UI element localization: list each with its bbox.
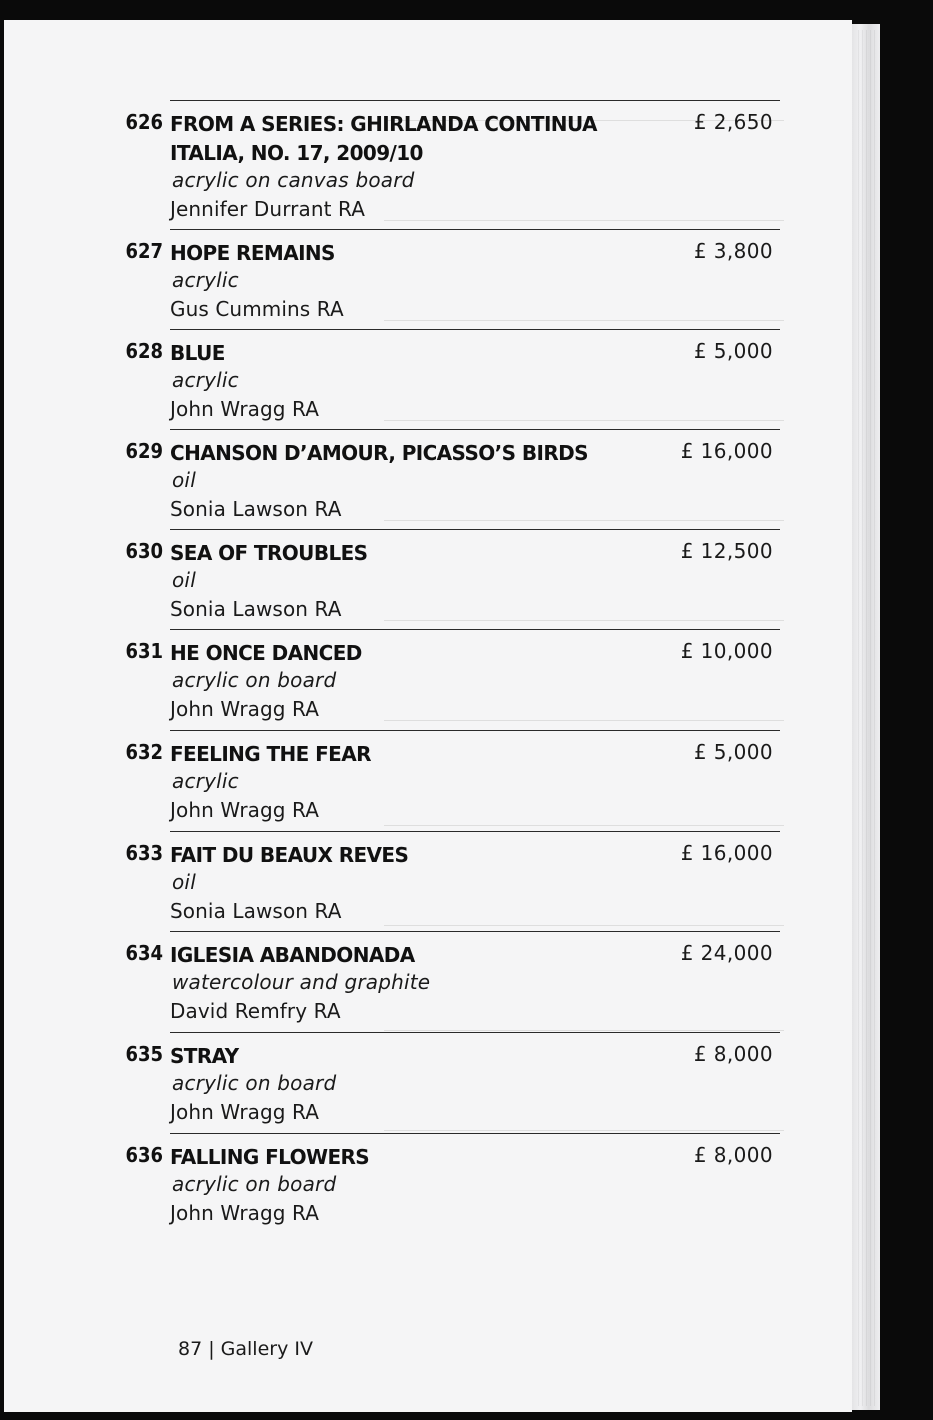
entry-title: FEELING THE FEAR [170, 742, 371, 766]
entry-medium: acrylic on board [172, 1172, 337, 1196]
entry-price: £ 12,500 [680, 539, 773, 563]
entry-price: £ 5,000 [693, 339, 773, 363]
entry-number: 630 [125, 539, 163, 563]
entry-medium: watercolour and graphite [172, 970, 431, 994]
entry-632 [119, 730, 781, 826]
entry-number: 632 [125, 740, 163, 764]
entry-title: BLUE [170, 341, 225, 365]
entry-number: 636 [125, 1143, 163, 1167]
entry-title: STRAY [170, 1044, 239, 1068]
entry-title: SEA OF TROUBLES [170, 541, 368, 565]
entry-number: 633 [125, 841, 163, 865]
entry-628 [119, 329, 781, 425]
entry-title: HOPE REMAINS [170, 241, 335, 265]
entry-medium: acrylic on board [172, 668, 337, 692]
entry-medium: acrylic on canvas board [172, 168, 415, 192]
catalogue-page [4, 20, 852, 1412]
entry-divider [170, 529, 780, 530]
entry-634 [119, 931, 781, 1027]
entry-title: FROM A SERIES: GHIRLANDA CONTINUA ITALIA, NO. 17, 2009/10 [170, 112, 597, 165]
entry-636 [119, 1133, 781, 1229]
entry-artist: John Wragg RA [170, 697, 320, 721]
entry-artist: John Wragg RA [170, 397, 320, 421]
entry-artist: Jennifer Durrant RA [170, 197, 366, 221]
entry-price: £ 3,800 [693, 239, 773, 263]
entry-artist: Gus Cummins RA [170, 297, 344, 321]
entry-divider [170, 429, 780, 430]
entry-title: HE ONCE DANCED [170, 641, 362, 665]
entry-price: £ 8,000 [693, 1143, 773, 1167]
page-edge-texture [858, 30, 876, 1406]
entry-divider [170, 629, 780, 630]
entry-artist: Sonia Lawson RA [170, 497, 342, 521]
entry-artist: Sonia Lawson RA [170, 597, 342, 621]
entry-medium: acrylic [172, 368, 239, 392]
entry-divider [170, 100, 780, 101]
entry-number: 631 [125, 639, 163, 663]
entry-medium: acrylic [172, 268, 239, 292]
entry-artist: John Wragg RA [170, 1201, 320, 1225]
entry-title: IGLESIA ABANDONADA [170, 943, 415, 967]
entry-medium: oil [172, 870, 196, 894]
entry-number: 635 [125, 1042, 163, 1066]
entry-631 [119, 629, 781, 725]
entry-number: 629 [125, 439, 163, 463]
entry-number: 628 [125, 339, 163, 363]
entry-divider [170, 931, 780, 932]
entry-635 [119, 1032, 781, 1128]
entry-title: FAIT DU BEAUX REVES [170, 843, 409, 867]
entry-divider [170, 329, 780, 330]
entry-630 [119, 529, 781, 625]
page-footer: 87 | Gallery IV [178, 1338, 313, 1360]
entry-artist: John Wragg RA [170, 1100, 320, 1124]
entry-price: £ 16,000 [680, 841, 773, 865]
entry-626 [119, 100, 781, 221]
entry-price: £ 2,650 [693, 110, 773, 134]
entry-633 [119, 831, 781, 927]
entry-title: FALLING FLOWERS [170, 1145, 370, 1169]
entry-medium: oil [172, 568, 196, 592]
entry-artist: Sonia Lawson RA [170, 899, 342, 923]
entry-medium: acrylic [172, 769, 239, 793]
entry-artist: John Wragg RA [170, 798, 320, 822]
entry-divider [170, 1032, 780, 1033]
entry-divider [170, 730, 780, 731]
entry-artist: David Remfry RA [170, 999, 341, 1023]
entry-price: £ 5,000 [693, 740, 773, 764]
catalogue-entries [4, 20, 852, 1412]
entry-number: 627 [125, 239, 163, 263]
entry-title: CHANSON D’AMOUR, PICASSO’S BIRDS [170, 441, 588, 465]
entry-divider [170, 831, 780, 832]
entry-price: £ 10,000 [680, 639, 773, 663]
entry-number: 634 [125, 941, 163, 965]
entry-629 [119, 429, 781, 525]
entry-medium: acrylic on board [172, 1071, 337, 1095]
entry-divider [170, 1133, 780, 1134]
entry-price: £ 16,000 [680, 439, 773, 463]
entry-medium: oil [172, 468, 196, 492]
entry-627 [119, 229, 781, 325]
entry-number: 626 [125, 110, 163, 134]
entry-divider [170, 229, 780, 230]
entry-price: £ 8,000 [693, 1042, 773, 1066]
entry-price: £ 24,000 [680, 941, 773, 965]
